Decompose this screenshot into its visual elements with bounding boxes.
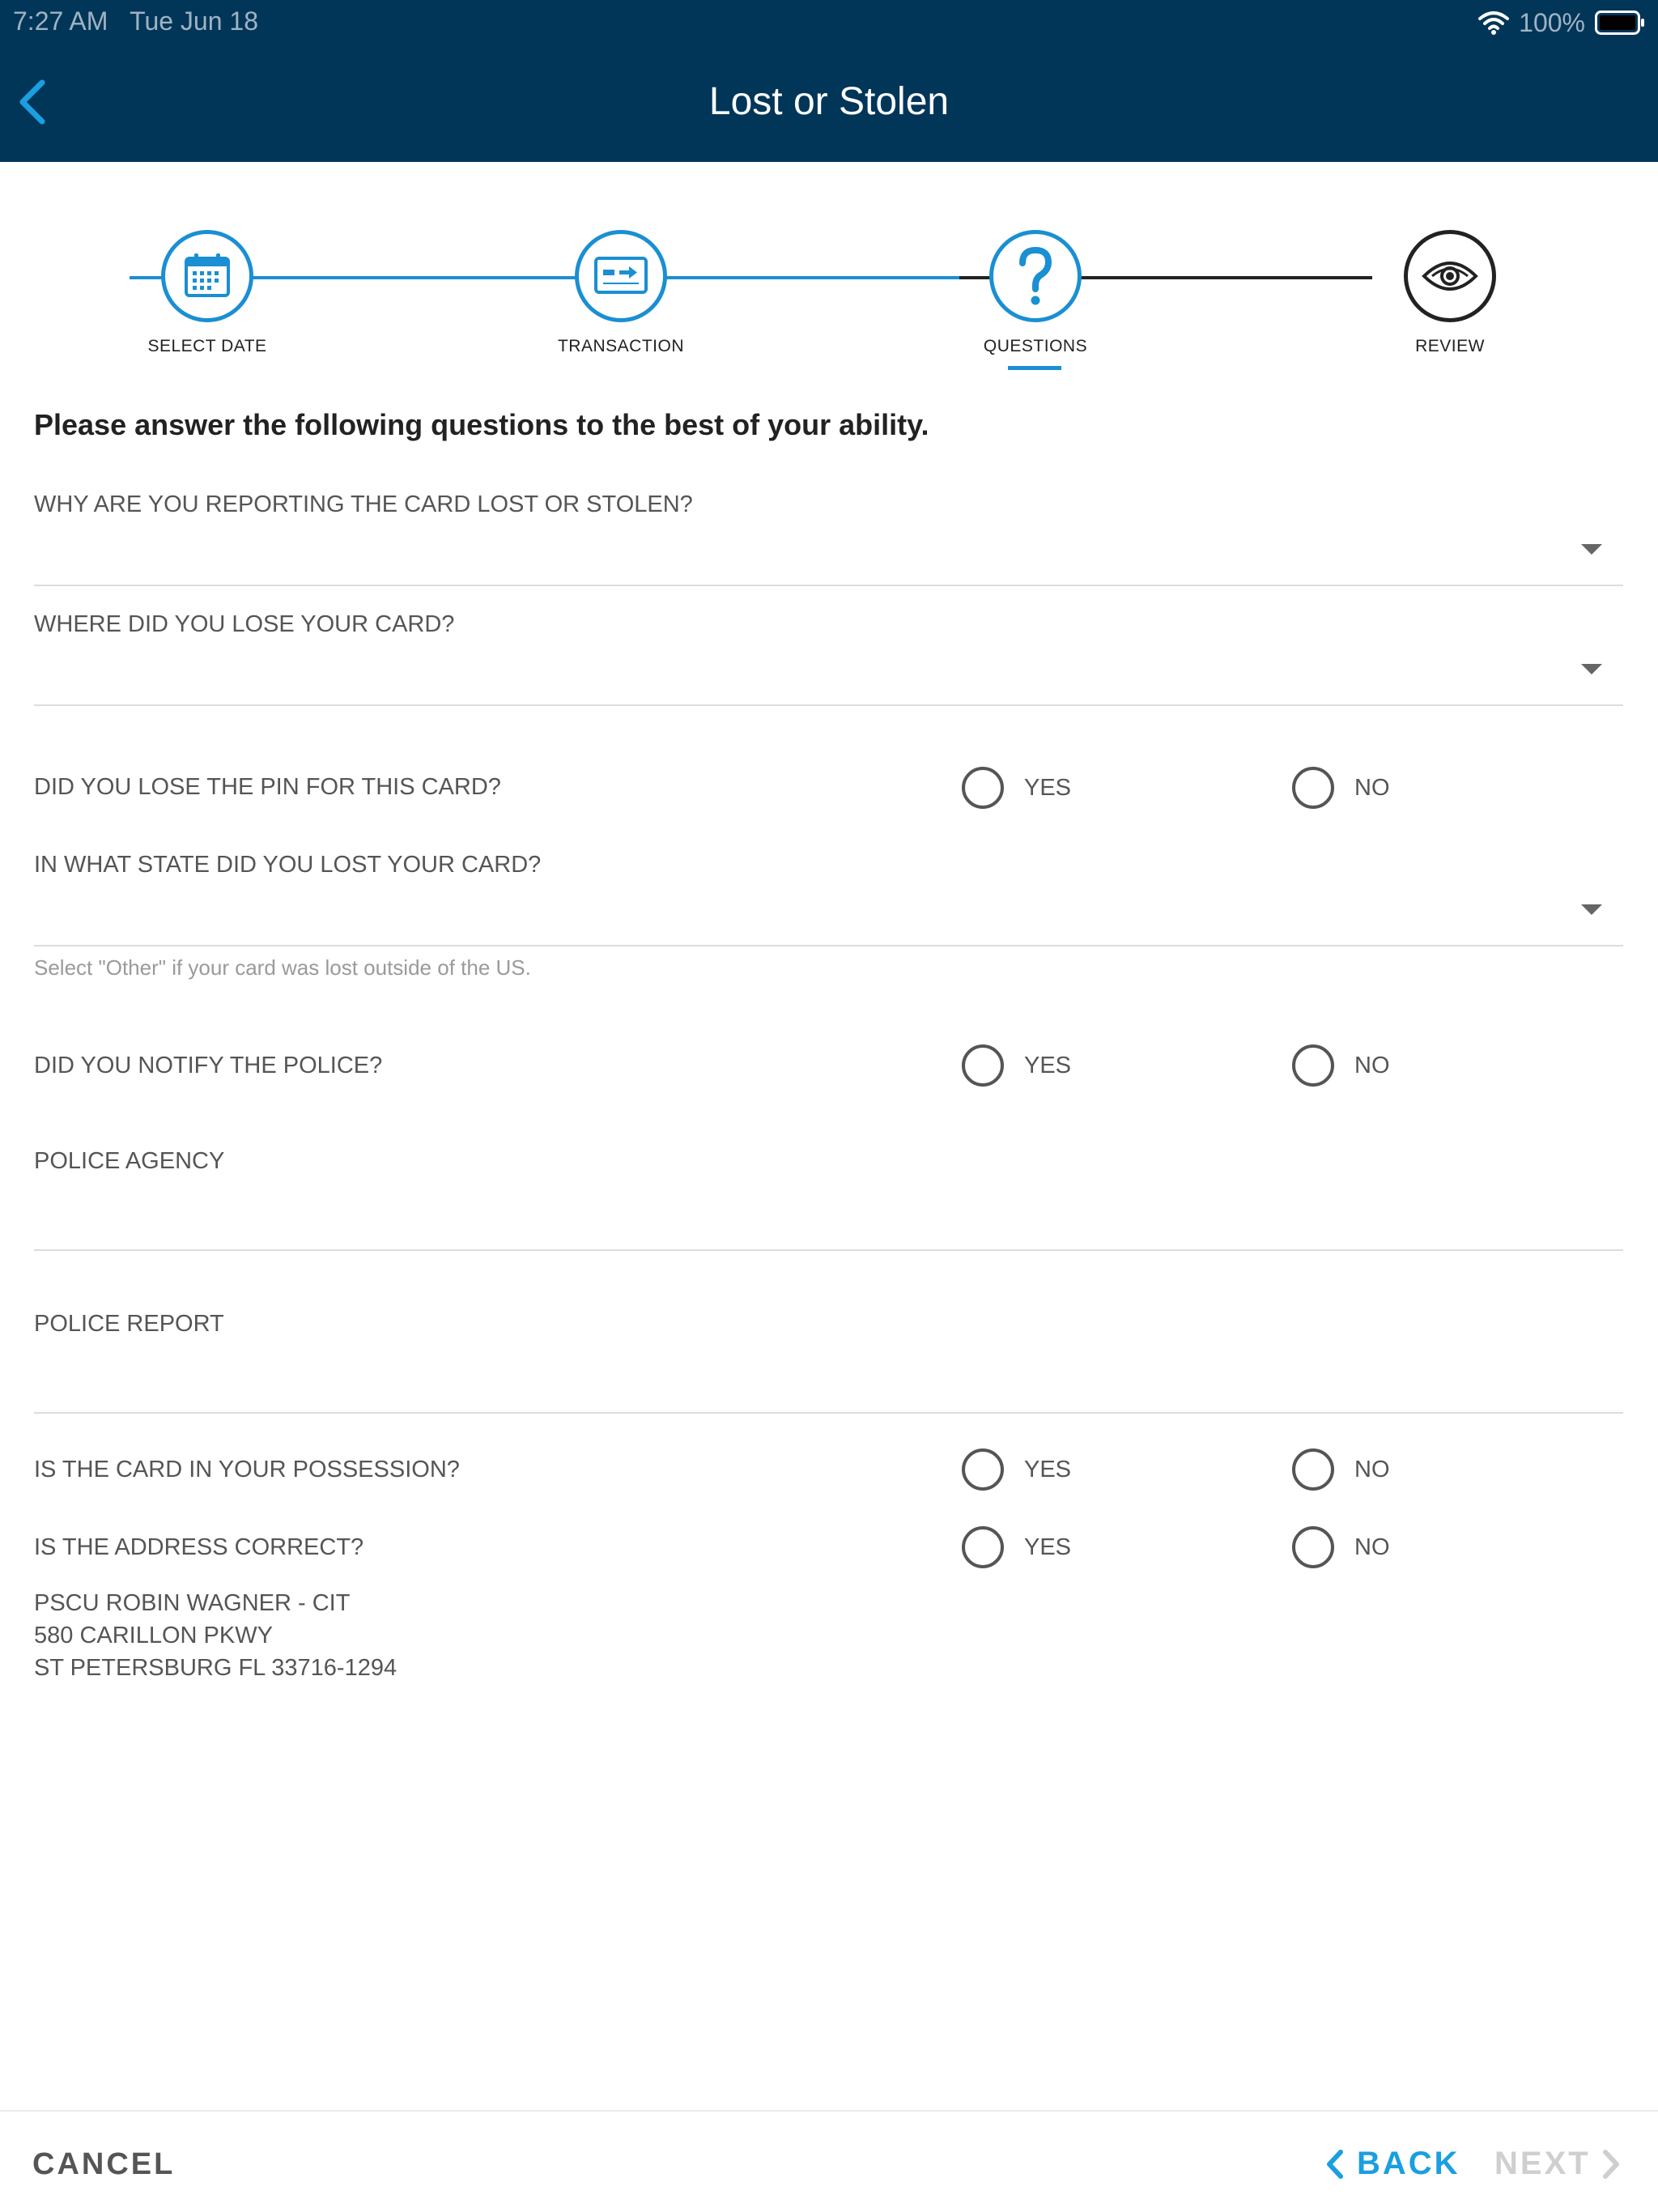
state-label: IN WHAT STATE DID YOU LOST YOUR CARD? xyxy=(34,852,542,878)
address-line: 580 CARILLON PKWY xyxy=(34,1623,273,1648)
address-no-radio[interactable] xyxy=(1292,1526,1390,1568)
status-indicators xyxy=(1478,6,1645,39)
address-line: ST PETERSBURG FL 33716-1294 xyxy=(34,1655,397,1681)
police-label: DID YOU NOTIFY THE POLICE? xyxy=(34,1053,383,1078)
radio-circle xyxy=(962,767,1004,809)
radio-circle xyxy=(962,1448,1004,1491)
radio-label: YES xyxy=(1024,774,1072,801)
police-no-radio[interactable] xyxy=(1292,1044,1390,1087)
status-time xyxy=(13,6,258,36)
radio-circle xyxy=(1292,767,1334,809)
chevron-left-icon xyxy=(1324,2149,1344,2180)
battery-percent: 100% xyxy=(1519,7,1585,37)
address-yes-radio[interactable] xyxy=(962,1526,1071,1568)
step-circle xyxy=(575,230,667,322)
status-date: Tue Jun 18 xyxy=(130,6,258,36)
step-transaction[interactable] xyxy=(516,230,726,356)
police-report-input[interactable] xyxy=(34,1317,1623,1414)
radio-circle xyxy=(1292,1044,1334,1087)
eye-icon xyxy=(1421,258,1479,294)
possession-label: IS THE CARD IN YOUR POSSESSION? xyxy=(34,1457,460,1482)
mailing-address xyxy=(34,1587,397,1684)
police-report-underline xyxy=(34,1412,1623,1414)
state-underline xyxy=(34,945,1623,946)
step-label: SELECT DATE xyxy=(147,337,267,355)
step-circle xyxy=(161,230,253,322)
step-circle xyxy=(989,230,1082,322)
step-questions[interactable] xyxy=(930,230,1141,356)
address-line: PSCU ROBIN WAGNER - CIT xyxy=(34,1590,351,1616)
card-transfer-icon xyxy=(593,255,648,297)
top-bar xyxy=(0,0,1658,162)
step-review[interactable] xyxy=(1345,230,1555,356)
radio-circle xyxy=(1292,1448,1334,1491)
police-agency-label: POLICE AGENCY xyxy=(34,1148,225,1174)
question-icon xyxy=(1011,244,1060,308)
state-hint: Select "Other" if your card was lost outside of the US. xyxy=(34,955,531,980)
police-yes-radio[interactable] xyxy=(962,1044,1071,1087)
radio-label: YES xyxy=(1024,1534,1072,1560)
possession-yes-radio[interactable] xyxy=(962,1448,1071,1491)
where-dropdown[interactable] xyxy=(34,646,1623,704)
progress-stepper xyxy=(0,162,1658,381)
radio-label: NO xyxy=(1354,1052,1390,1078)
radio-circle xyxy=(962,1526,1004,1568)
form-intro: Please answer the following questions to the best of your ability. xyxy=(34,408,929,441)
pin-yes-radio[interactable] xyxy=(962,767,1071,809)
step-label: REVIEW xyxy=(1415,337,1485,355)
next-button-label: NEXT xyxy=(1494,2146,1591,2181)
status-clock: 7:27 AM xyxy=(13,6,108,36)
radio-circle xyxy=(962,1044,1004,1087)
radio-label: NO xyxy=(1354,1534,1390,1560)
battery-icon xyxy=(1595,11,1645,35)
next-button[interactable] xyxy=(1494,2146,1622,2182)
radio-label: YES xyxy=(1024,1456,1072,1482)
caret-down-icon xyxy=(1581,664,1602,674)
step-label: TRANSACTION xyxy=(557,337,684,355)
radio-circle xyxy=(1292,1526,1334,1568)
reason-dropdown[interactable] xyxy=(34,526,1623,585)
current-step-indicator xyxy=(1008,366,1061,370)
radio-label: YES xyxy=(1024,1052,1072,1078)
footer-bar xyxy=(0,2110,1658,2212)
reason-underline xyxy=(34,585,1623,586)
where-label: WHERE DID YOU LOSE YOUR CARD? xyxy=(34,611,455,637)
calendar-icon xyxy=(181,250,233,302)
chevron-right-icon xyxy=(1602,2149,1622,2180)
wifi-icon xyxy=(1478,11,1509,35)
reason-label: WHY ARE YOU REPORTING THE CARD LOST OR STOLEN? xyxy=(34,491,693,517)
caret-down-icon xyxy=(1581,544,1602,555)
state-dropdown[interactable] xyxy=(34,887,1623,945)
possession-no-radio[interactable] xyxy=(1292,1448,1390,1491)
back-button[interactable] xyxy=(1324,2146,1460,2182)
radio-label: NO xyxy=(1354,1456,1390,1482)
police-agency-underline xyxy=(34,1249,1623,1251)
police-report-label: POLICE REPORT xyxy=(34,1311,224,1337)
police-agency-input[interactable] xyxy=(34,1154,1623,1251)
caret-down-icon xyxy=(1581,904,1602,915)
radio-label: NO xyxy=(1354,774,1390,801)
step-select-date[interactable] xyxy=(102,230,312,356)
pin-no-radio[interactable] xyxy=(1292,767,1390,809)
pin-label: DID YOU LOSE THE PIN FOR THIS CARD? xyxy=(34,774,501,800)
cancel-button[interactable]: CANCEL xyxy=(32,2147,176,2181)
page-title: Lost or Stolen xyxy=(708,80,950,123)
step-circle xyxy=(1404,230,1496,322)
where-underline xyxy=(34,704,1623,706)
address-correct-label: IS THE ADDRESS CORRECT? xyxy=(34,1534,364,1560)
step-label: QUESTIONS xyxy=(983,337,1088,355)
back-button-label: BACK xyxy=(1357,2146,1460,2181)
